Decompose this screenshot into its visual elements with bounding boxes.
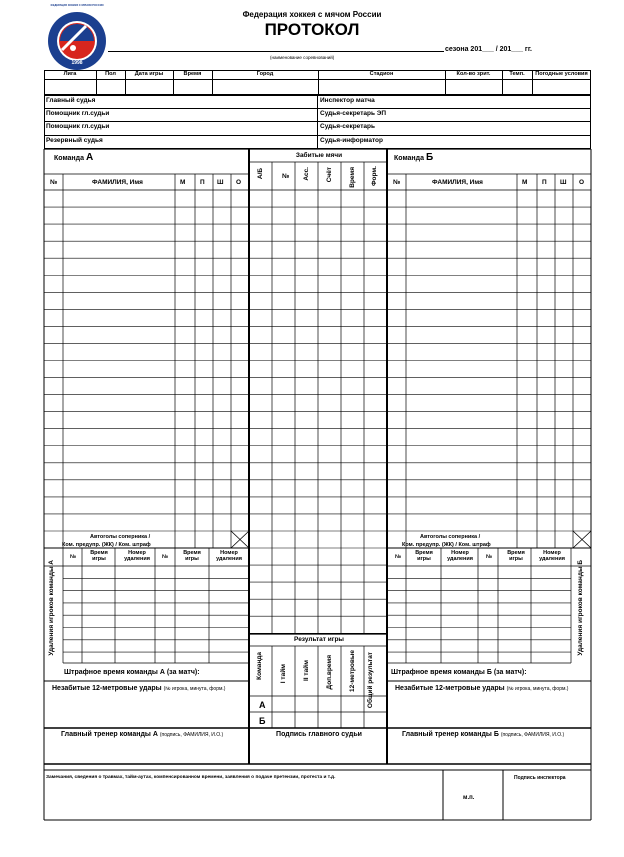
own-goals-a-line1: Автоголы соперника /	[90, 534, 151, 540]
own-goals-b-line1: Автоголы соперника /	[420, 534, 481, 540]
roster-a-p-header: П	[200, 179, 205, 186]
removals-b-side-label: Удаления игроков команды Б	[577, 560, 584, 656]
official-inspector: Инспектор матча	[320, 97, 375, 104]
removals-a-removal-2: Номер удаления	[216, 550, 242, 562]
result-header-half2: II тайм	[303, 660, 310, 682]
match-info-header: Лига	[63, 71, 77, 77]
result-header-penalties: 12-метровые	[349, 650, 356, 693]
roster-b-m-header: М	[522, 179, 528, 186]
result-header-total: Общий результат	[367, 652, 374, 709]
own-goals-b-line2: Ком. предупр. (ЖК) / Ком. штраф	[402, 542, 491, 548]
roster-b-sh-header: Ш	[560, 179, 567, 186]
roster-b-name-header: ФАМИЛИЯ, Имя	[432, 179, 483, 186]
competition-caption: (наименование соревнований)	[270, 55, 335, 60]
official-reserve: Резервный судья	[46, 137, 103, 144]
removals-b-num-1: №	[395, 554, 402, 560]
roster-b-num-header: №	[393, 179, 401, 186]
removals-a-num-2: №	[162, 554, 169, 560]
removals-a-time-1: Время игры	[90, 550, 108, 562]
goals-header-ass: Асс.	[303, 167, 310, 181]
unscored-b: Незабитые 12-метровые удары (№ игрока, минута, форм.)	[395, 685, 569, 692]
roster-a-m-header: М	[180, 179, 186, 186]
goals-header-num: №	[282, 173, 290, 180]
penalty-time-b: Штрафное время команды Б (за матч):	[391, 669, 527, 676]
removals-b-time-2: Время игры	[507, 550, 525, 562]
team-a-label: Команда А	[54, 152, 94, 163]
removals-a-side-label: Удаления игроков команды А	[48, 560, 55, 656]
removals-a-time-2: Время игры	[183, 550, 201, 562]
official-assistant-2: Помощник гл.судьи	[46, 123, 110, 130]
logo-year: 1998	[71, 60, 83, 66]
inspector-signature-label: Подпись инспектора	[514, 775, 566, 781]
result-row-b: Б	[259, 716, 266, 726]
unscored-a: Незабитые 12-метровые удары (№ игрока, минута, форм.)	[52, 685, 226, 692]
removals-b-removal-2: Номер удаления	[539, 550, 565, 562]
removals-a-removal-1: Номер удаления	[124, 550, 150, 562]
roster-a-num-header: №	[50, 179, 58, 186]
goals-header-score: Счёт	[326, 167, 333, 183]
official-chief-referee: Главный судья	[46, 97, 96, 104]
official-announcer: Судья-информатор	[320, 137, 383, 144]
penalty-time-a: Штрафное время команды А (за матч):	[64, 669, 200, 676]
team-b-label: Команда Б	[394, 152, 434, 163]
seal-mark: м.п.	[463, 795, 475, 801]
remarks-label: Замечания, сведения о травмах, тайм-аутах, компенсированном времени, заявления о подаче претензии, протеста и т.д.	[46, 775, 336, 780]
roster-b-o-header: О	[579, 179, 585, 186]
match-info-header: Стадион	[369, 71, 394, 77]
goals-header-form: Форм.	[371, 166, 378, 187]
match-info-header: Дата игры	[134, 71, 164, 77]
page-title: ПРОТОКОЛ	[264, 20, 360, 39]
match-info-header: Погодные условия	[535, 71, 588, 77]
logo-text: ФЕДЕРАЦИЯ ХОККЕЯ С МЯЧОМ РОССИИ	[50, 4, 104, 7]
removals-a-num-1: №	[70, 554, 77, 560]
goals-title: Забитые мячи	[295, 152, 343, 159]
match-info-header: Кол-во зрит.	[456, 71, 491, 77]
result-header-overtime: Доп.время	[326, 655, 333, 690]
result-header-half1: I тайм	[280, 664, 287, 684]
roster-a-name-header: ФАМИЛИЯ, Имя	[92, 179, 143, 186]
roster-b-p-header: П	[542, 179, 547, 186]
result-header-team: Команда	[256, 652, 263, 680]
federation-name: Федерация хоккея с мячом России	[242, 10, 382, 19]
official-secretary-ep: Судья-секретарь ЭП	[320, 110, 387, 117]
own-goals-a-line2: Ком. предупр. (ЖК) / Ком. штраф	[62, 542, 151, 548]
match-info-header: Город	[256, 71, 274, 77]
official-secretary: Судья-секретарь	[320, 123, 375, 130]
removals-b-num-2: №	[486, 554, 493, 560]
coach-a-signature: Главный тренер команды А (подпись, ФАМИЛИЯ, И.О.)	[61, 731, 224, 738]
roster-a-sh-header: Ш	[217, 179, 224, 186]
result-row-a: А	[259, 700, 266, 710]
match-info-header: Время	[183, 71, 202, 77]
roster-a-o-header: О	[236, 179, 242, 186]
removals-b-removal-1: Номер удаления	[447, 550, 473, 562]
removals-b-time-1: Время игры	[415, 550, 433, 562]
season-label: сезона 201___ / 201___ гг.	[445, 46, 533, 53]
official-assistant-1: Помощник гл.судьи	[46, 110, 110, 117]
goals-header-ab: А/Б	[257, 168, 264, 180]
match-info-header: Пол	[105, 71, 116, 77]
chief-referee-signature: Подпись главного судьи	[276, 731, 362, 738]
coach-b-signature: Главный тренер команды Б (подпись, ФАМИЛИЯ, И.О.)	[402, 731, 565, 738]
goals-header-time: Время	[349, 167, 356, 188]
match-info-header: Темп.	[509, 71, 525, 77]
result-title: Результат игры	[294, 636, 344, 643]
